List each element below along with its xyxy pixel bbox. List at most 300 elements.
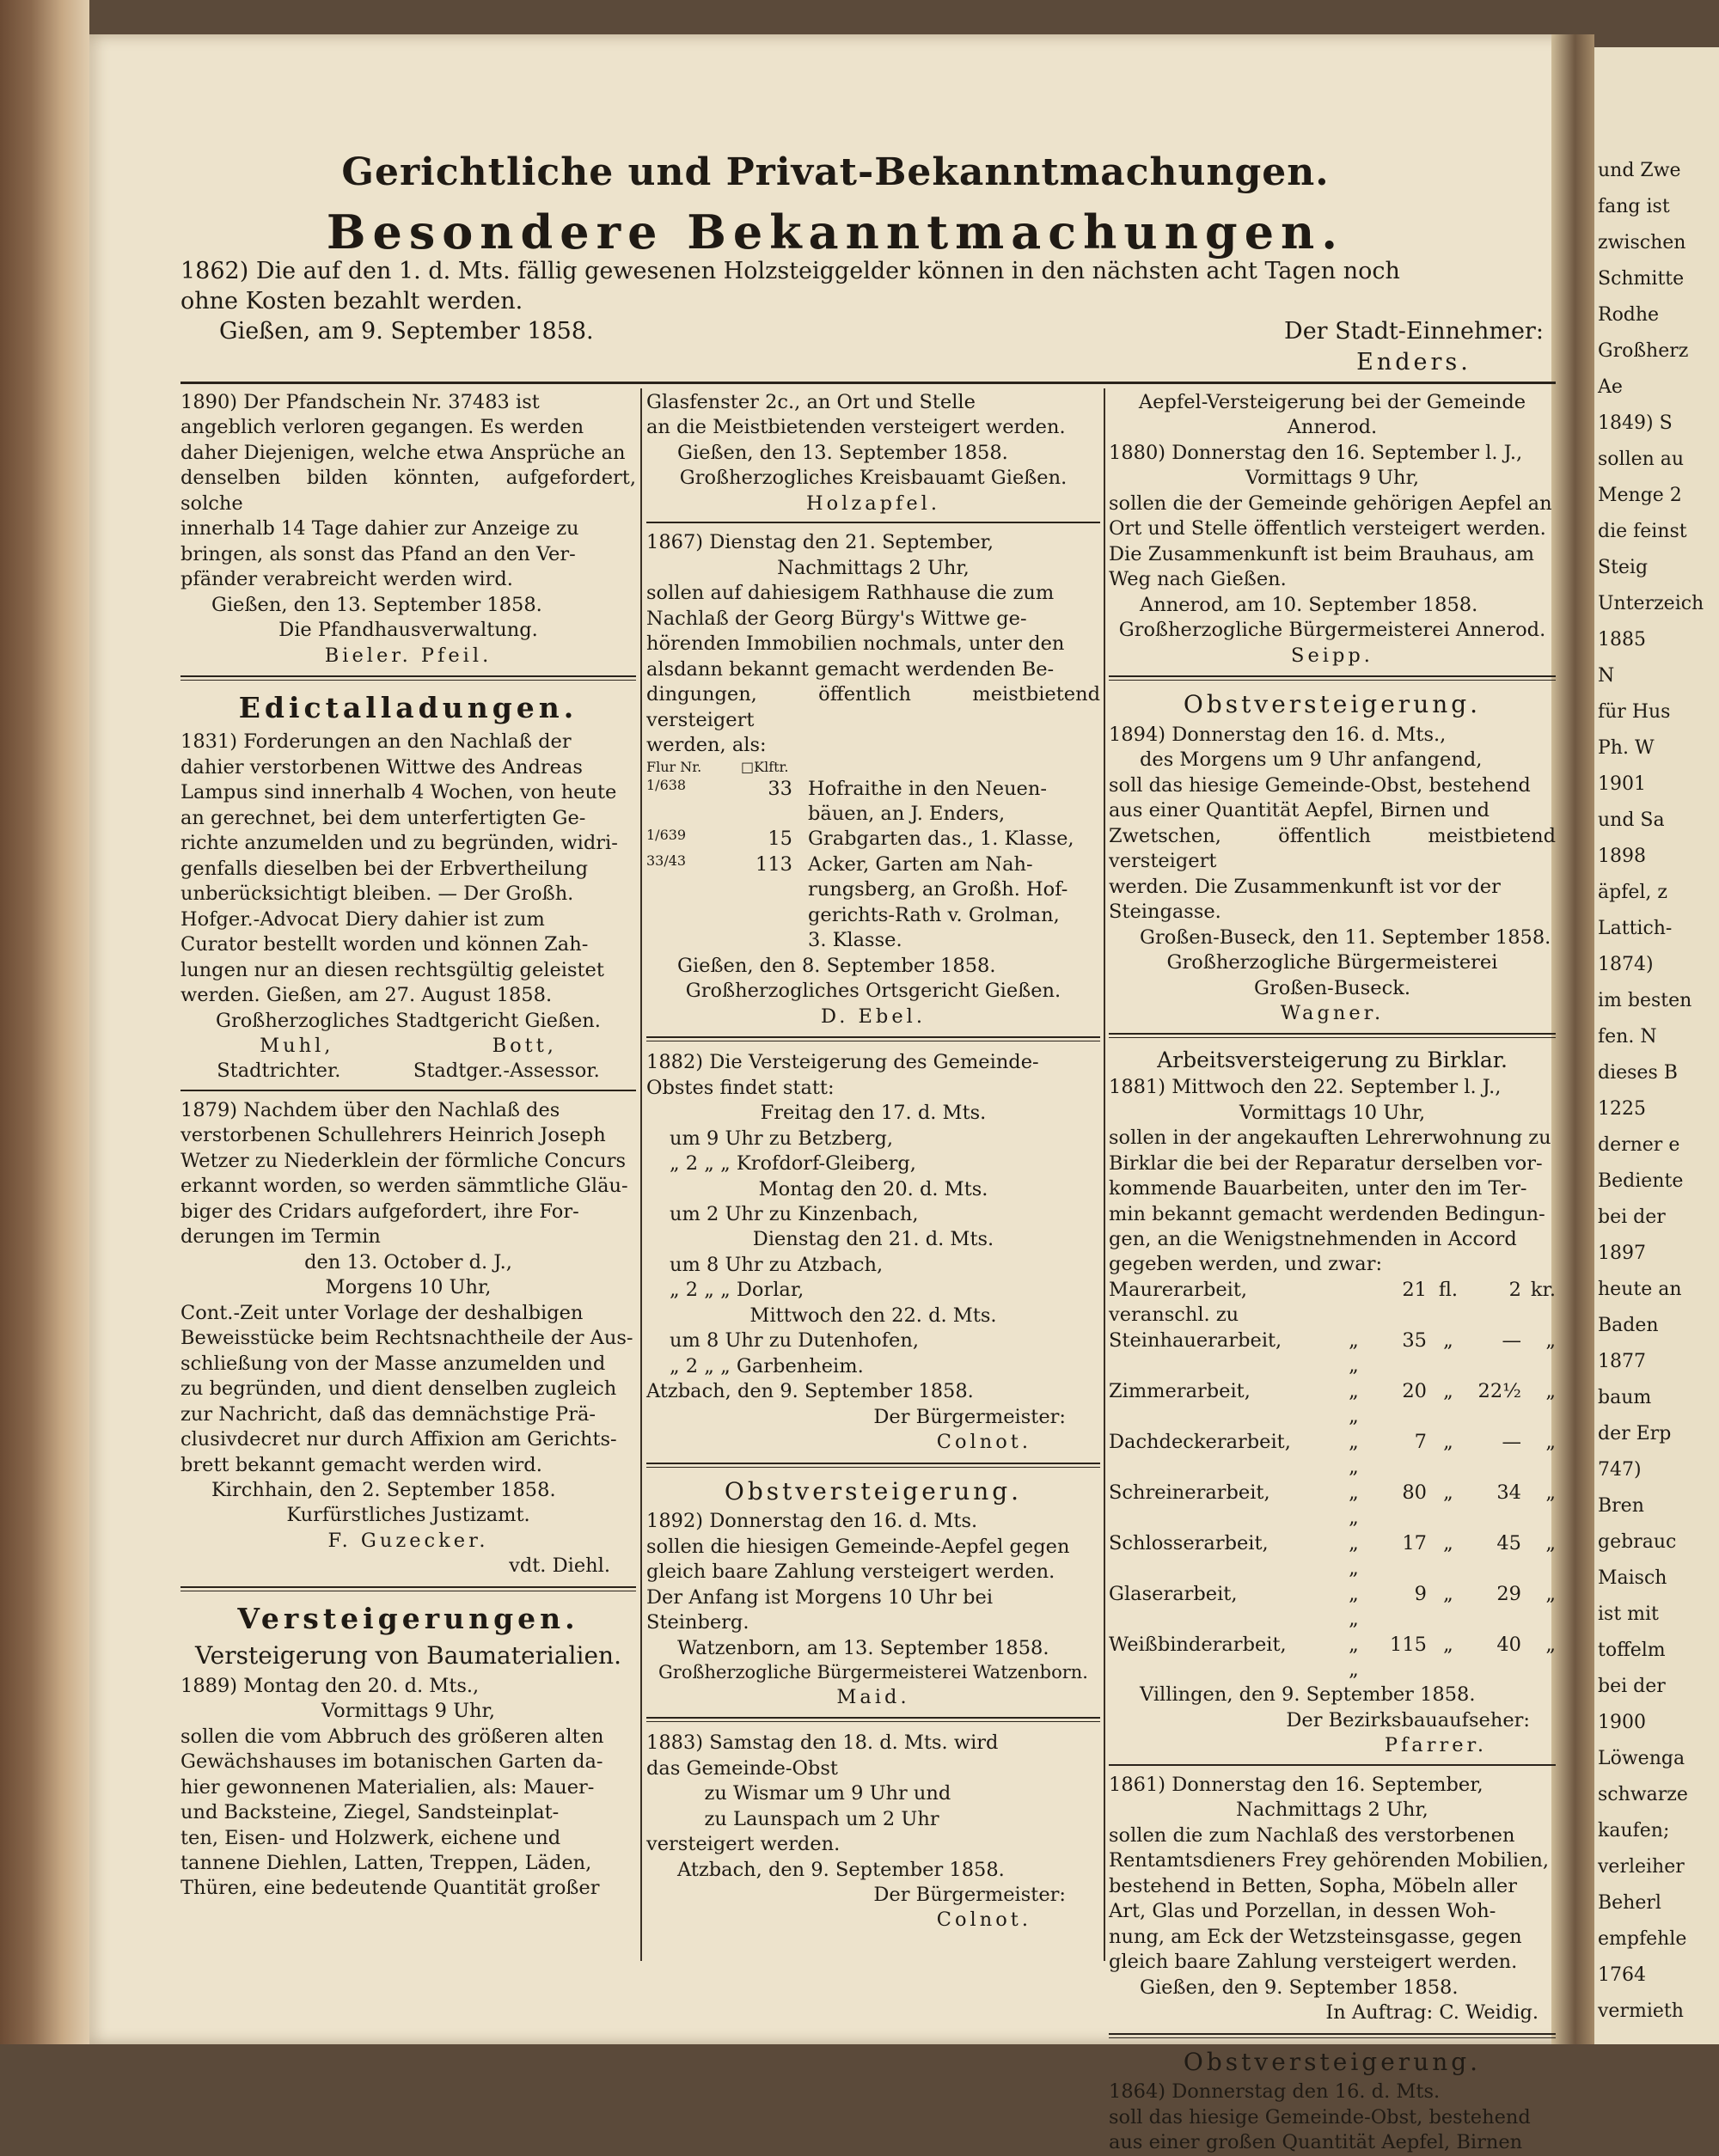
ad-signature: In Auftrag: C. Weidig. [1325, 2001, 1539, 2025]
text-line: verstorbenen Schullehrers Heinrich Joseph [180, 1124, 606, 1147]
text-line: 1879) Nachdem über den Nachlaß des [180, 1098, 560, 1121]
heading-annerod: Aepfel-Versteigerung bei der Gemeinde [1138, 391, 1526, 413]
ad-rule [180, 1090, 636, 1091]
work-type: Steinhauerarbeit, [1109, 1328, 1282, 1352]
ad-line: Nachmittags 2 Uhr, [1236, 1799, 1428, 1822]
kreuzer-amount: 34 [1496, 1481, 1521, 1504]
ad-text [1109, 1823, 1556, 1976]
ad-1867 [646, 530, 1100, 1029]
next-page-text: 1764 [1598, 1964, 1646, 1986]
next-page-text: verleiher [1598, 1856, 1685, 1878]
text-line: Thüren, eine bedeutende Quantität großer [180, 1877, 600, 1900]
text-line: soll das hiesige Gemeinde-Obst, bestehend [1109, 773, 1531, 797]
next-page-text: toffelm [1598, 1640, 1666, 1661]
next-page-text: ist mit [1598, 1603, 1659, 1625]
next-page-text: Baden [1598, 1315, 1659, 1336]
next-page-text: Rodhe [1598, 304, 1660, 326]
table-row [646, 802, 1100, 827]
kreuzer-unit: „ [1545, 1531, 1556, 1554]
ad-signature: Großherzogliche Bürgermeisterei Annerod. [1118, 619, 1546, 642]
ad-1881 [1109, 1075, 1556, 1759]
parcel-size [741, 802, 808, 827]
cost-row [1109, 1481, 1556, 1531]
text-line: Cont.-Zeit unter Vorlage der deshalbigen [180, 1301, 584, 1324]
ad-rule [646, 522, 1100, 523]
ad-text [1109, 2080, 1556, 2155]
ad-line: 1889) Montag den 20. d. Mts., [180, 1674, 480, 1697]
parcel-description: Grabgarten das., 1. Klasse, [808, 828, 1074, 851]
table-row [646, 928, 1100, 953]
text-line: zu begründen, und dient denselben zugleich [180, 1377, 617, 1401]
ad-signature: Großherzogliches Kreisbauamt Gießen. [679, 467, 1067, 490]
ad-date: Gießen, den 13. September 1858. [211, 593, 542, 616]
kreuzer-unit: kr. [1530, 1278, 1556, 1301]
text-line: lungen nur an diesen rechtsgültig geleistet [180, 958, 604, 981]
ad-date: Watzenborn, am 13. September 1858. [677, 1636, 1049, 1659]
ditto-mark: „ „ [1349, 1430, 1359, 1479]
ad-rule [646, 1717, 1100, 1722]
ad-text [646, 1731, 1100, 1781]
next-page-text: Unterzeich [1598, 593, 1704, 614]
gulden-amount: 35 [1402, 1328, 1427, 1352]
parcel-size: 15 [768, 828, 792, 851]
ad-line: 1882) Die Versteigerung des Gemeinde- [646, 1051, 1039, 1074]
ad-1831 [180, 730, 636, 1084]
parcel-description: Acker, Garten am Nah- [808, 852, 1033, 876]
next-page-text: sollen au [1598, 449, 1685, 470]
next-page-text: 1849) S [1598, 412, 1673, 434]
text-line: gleich baare Zahlung versteigert werden. [1109, 1951, 1518, 1974]
ditto-mark: „ „ [1349, 1531, 1359, 1580]
text-line: 1831) Forderungen an den Nachlaß der [180, 730, 572, 754]
gulden-unit: „ [1443, 1430, 1453, 1453]
parcel-description: Hofraithe in den Neuen- [808, 777, 1047, 800]
text-line: werden, als: [646, 734, 767, 757]
text-line: tannene Diehlen, Latten, Treppen, Läden, [180, 1852, 592, 1875]
gulden-unit: fl. [1438, 1278, 1459, 1301]
text-line: Wetzer zu Niederklein der förmliche Concurs [180, 1149, 627, 1172]
text-line: Zwetschen, öffentlich meistbietend versteigert [1109, 824, 1556, 873]
text-line: genfalls dieselben bei der Erbvertheilung [180, 857, 589, 880]
text-line: an gerechnet, bei dem unterfertigten Ge- [180, 806, 586, 829]
ditto-mark: „ „ [1349, 1633, 1359, 1681]
heading-baumaterialien: Versteigerung von Baumaterialien. [195, 1641, 621, 1670]
cost-row [1109, 1633, 1556, 1683]
next-page-text: baum [1598, 1387, 1652, 1408]
notice-date: Gießen, am 9. September 1858. [219, 318, 594, 345]
section-rule [180, 1586, 636, 1591]
cost-row [1109, 1430, 1556, 1481]
text-line: gleich baare Zahlung versteigert werden. [646, 1561, 1055, 1584]
ad-1880 [1109, 441, 1556, 669]
cost-row [1109, 1328, 1556, 1379]
text-line: Weg nach Gießen. [1109, 568, 1287, 591]
text-line: nung, am Eck der Wetzsteinsgasse, gegen [1109, 1925, 1522, 1948]
text-line: Glasfenster 2c., an Ort und Stelle [646, 391, 976, 413]
gulden-amount: 20 [1402, 1379, 1427, 1402]
text-line: denselben bilden könnten, aufgefordert, solche [180, 467, 636, 515]
ad-signature: Seipp. [1291, 644, 1373, 667]
ad-date: Annerod, am 10. September 1858. [1140, 593, 1478, 616]
ad-signature: Holzapfel. [805, 492, 941, 515]
parcel-number [646, 928, 741, 953]
ad-time-line: Morgens 10 Uhr, [325, 1276, 492, 1299]
gulden-unit: „ [1443, 1481, 1453, 1504]
ad-signature: Bott, [492, 1035, 557, 1057]
kreuzer-unit: „ [1545, 1582, 1556, 1605]
work-type: Zimmerarbeit, [1109, 1379, 1251, 1402]
ad-line: Vormittags 10 Uhr, [1239, 1101, 1426, 1124]
notice-1862 [180, 256, 1556, 376]
text-line: clusivdecret nur durch Affixion am Gerichts- [180, 1428, 617, 1451]
ad-line: zu Launspach um 2 Uhr [704, 1807, 939, 1830]
ad-line: zu Wismar um 9 Uhr und [704, 1782, 951, 1805]
gulden-unit: „ [1443, 1531, 1453, 1554]
notice-signature-role: Der Stadt-Einnehmer: [1284, 318, 1544, 345]
text-line: angeblich verloren gegangen. Es werden [180, 416, 584, 439]
text-line: kommende Bauarbeiten, unter den im Ter- [1109, 1177, 1527, 1200]
kreuzer-amount: 45 [1496, 1531, 1521, 1554]
ad-signature: Colnot. [936, 1431, 1031, 1454]
ad-1879 [180, 1098, 636, 1579]
table-header [646, 759, 1100, 777]
parcel-size: 33 [768, 777, 792, 800]
parcel-number: 1/638 [646, 776, 687, 793]
cost-row [1109, 1531, 1556, 1582]
next-page-text: N [1598, 665, 1615, 687]
ad-line: versteigert werden. [646, 1833, 841, 1856]
ad-signature: Der Bürgermeister: [873, 1405, 1066, 1428]
ad-line: Vormittags 9 Uhr, [321, 1700, 495, 1723]
header-rule [180, 382, 1556, 384]
next-page-text: fang ist [1598, 196, 1670, 217]
table-row [646, 877, 1100, 902]
next-page-text: 1225 [1598, 1098, 1646, 1120]
ad-date: Atzbach, den 9. September 1858. [677, 1858, 1005, 1881]
text-line: sollen in der angekauften Lehrerwohnung zu [1109, 1127, 1551, 1150]
ad-rule [1109, 1033, 1556, 1038]
text-line: soll das hiesige Gemeinde-Obst, bestehend [1109, 2105, 1531, 2129]
work-type: Glaserarbeit, [1109, 1582, 1238, 1605]
parcel-number: 33/43 [646, 852, 687, 869]
next-page-text: im besten [1598, 990, 1692, 1011]
text-line: das Gemeinde-Obst [646, 1756, 838, 1780]
heading-obstversteigerung: Obstversteigerung. [724, 1476, 1023, 1506]
ad-date: Gießen, den 13. September 1858. [677, 441, 1008, 464]
next-page-text: heute an [1598, 1279, 1682, 1300]
text-line: werden. Die Zusammenkunft ist vor der [1109, 875, 1501, 898]
next-page-text: Ph. W [1598, 737, 1655, 759]
parcel-number [646, 877, 741, 902]
next-page-text: 1885 [1598, 629, 1646, 650]
text-line: schließung von der Masse anzumelden und [180, 1352, 606, 1375]
next-page-text: empfehle [1598, 1928, 1687, 1950]
next-page-text: der Erp [1598, 1423, 1672, 1444]
ad-1882 [646, 1050, 1100, 1456]
ad-text [180, 730, 636, 1008]
ad-signature-row [180, 1059, 636, 1084]
schedule-line: Mittwoch den 22. d. Mts. [749, 1304, 997, 1327]
ad-date: Großen-Buseck, den 11. September 1858. [1140, 925, 1551, 949]
ad-signature: Bieler. Pfeil. [324, 644, 492, 667]
ad-text [646, 581, 1100, 758]
ad-1889-continued [646, 390, 1100, 516]
parcel-description: rungsberg, an Großh. Hof- [808, 878, 1068, 901]
next-page-text: äpfel, z [1598, 882, 1667, 903]
next-page-text: Steig [1598, 557, 1649, 578]
text-line: Beweisstücke beim Rechtsnachtheile der Aus- [180, 1327, 633, 1350]
kreuzer-amount: 2 [1508, 1278, 1521, 1301]
text-line: alsdann bekannt gemacht werdenden Be- [646, 657, 1055, 681]
text-line: bestehend in Betten, Sopha, Möbeln aller [1109, 1874, 1517, 1897]
text-line: Nachlaß der Georg Bürgy's Wittwe ge- [646, 607, 1027, 630]
ditto-mark: „ „ [1349, 1582, 1359, 1631]
text-line: aus einer großen Quantität Aepfel, Birnen [1109, 2131, 1523, 2154]
work-type: Weißbinderarbeit, [1109, 1633, 1287, 1656]
next-page-text: Menge 2 [1598, 485, 1682, 506]
ad-signature: Großherzogliche Bürgermeisterei Watzenborn. [658, 1662, 1088, 1683]
ad-text [646, 1509, 1100, 1635]
ad-text [180, 1098, 636, 1250]
next-page-text: vermieth [1598, 2000, 1684, 2022]
ad-rule [646, 1036, 1100, 1041]
ditto-mark [1341, 1278, 1367, 1328]
text-line: Steingasse. [1109, 901, 1221, 924]
ad-1883 [646, 1731, 1100, 1933]
table-row [646, 903, 1100, 928]
ad-line: 1894) Donnerstag den 16. d. Mts., [1109, 723, 1447, 746]
book-edge [0, 0, 89, 2044]
ad-date: Gießen, den 8. September 1858. [677, 954, 996, 977]
schedule-line: „ 2 „ „ Dorlar, [670, 1279, 804, 1302]
text-line: sollen die hiesigen Gemeinde-Aepfel gegen [646, 1535, 1070, 1558]
ad-signature-row [180, 1034, 636, 1059]
next-page-text: kaufen; [1598, 1820, 1670, 1841]
next-page-text: Bediente [1598, 1170, 1684, 1192]
ad-date: Gießen, den 9. September 1858. [1140, 1976, 1459, 1999]
ditto-mark: „ „ [1349, 1328, 1359, 1377]
ad-1864 [1109, 2080, 1556, 2155]
text-line: Curator bestellt worden und können Zah- [180, 933, 589, 956]
ad-date: Atzbach, den 9. September 1858. [646, 1380, 974, 1403]
next-page-text: gebrauc [1598, 1531, 1677, 1553]
text-line: 1883) Samstag den 18. d. Mts. wird [646, 1732, 999, 1755]
text-line: Ort und Stelle öffentlich versteigert werden. [1109, 517, 1546, 541]
column-1 [180, 390, 636, 1902]
text-line: innerhalb 14 Tage dahier zur Anzeige zu [180, 517, 579, 541]
next-page-text: die feinst [1598, 521, 1687, 542]
kreuzer-amount: 40 [1496, 1633, 1521, 1656]
cost-row [1109, 1379, 1556, 1430]
schedule-line: um 8 Uhr zu Atzbach, [670, 1253, 884, 1276]
text-line: sollen die vom Abbruch des größeren alten [180, 1725, 604, 1748]
text-line: bringen, als sonst das Pfand an den Ver- [180, 542, 576, 565]
text-line: 1864) Donnerstag den 16. d. Mts. [1109, 2080, 1441, 2104]
ad-line: Vormittags 9 Uhr, [1245, 467, 1419, 490]
parcel-size: 113 [756, 852, 792, 876]
parcel-number [646, 903, 741, 928]
ad-rule [646, 1463, 1100, 1468]
ad-signature: Stadtger.-Assessor. [413, 1060, 600, 1083]
parcel-size [741, 877, 808, 902]
gulden-amount: 7 [1414, 1430, 1427, 1453]
gulden-amount: 80 [1402, 1481, 1427, 1504]
ditto-mark: „ „ [1349, 1379, 1359, 1428]
cost-table [1109, 1278, 1556, 1683]
next-page-fragment [1594, 47, 1719, 2044]
heading-arbeitsversteigerung: Arbeitsversteigerung zu Birklar. [1157, 1047, 1508, 1073]
parcel-number: 1/639 [646, 827, 687, 844]
gulden-unit: „ [1443, 1379, 1453, 1402]
ad-signature: Colnot. [936, 1909, 1031, 1932]
gulden-amount: 17 [1402, 1531, 1427, 1554]
next-page-text: 1877 [1598, 1351, 1646, 1372]
text-line: Der Anfang ist Morgens 10 Uhr bei [646, 1585, 994, 1609]
text-line: brett bekannt gemacht werden wird. [180, 1453, 542, 1476]
kreuzer-unit: „ [1545, 1633, 1556, 1656]
heading-obstversteigerung: Obstversteigerung. [1183, 2047, 1482, 2076]
ad-text [180, 390, 636, 593]
cost-row [1109, 1278, 1556, 1328]
gulden-amount: 115 [1390, 1633, 1427, 1656]
text-line: richte anzumelden und zu begründen, widri- [180, 832, 618, 855]
next-page-text: 1901 [1598, 773, 1646, 795]
schedule-line: „ 2 „ „ Krofdorf-Gleiberg, [670, 1152, 916, 1176]
text-line: Rentamtsdieners Frey gehörenden Mobilien, [1109, 1849, 1550, 1872]
ad-text [646, 390, 1100, 441]
table-row [646, 852, 1100, 877]
text-line: dahier verstorbenen Wittwe des Andreas [180, 755, 583, 779]
next-page-text: bei der [1598, 1676, 1666, 1697]
ad-signature: Der Bezirksbauaufseher: [1286, 1708, 1530, 1732]
heading-annerod: Annerod. [1287, 416, 1378, 439]
next-page-text: 1897 [1598, 1243, 1646, 1264]
ad-1890 [180, 390, 636, 669]
gulden-amount: 9 [1414, 1582, 1427, 1605]
text-line: zur Nachricht, daß das demnächstige Prä- [180, 1402, 596, 1426]
text-line: sollen die der Gemeinde gehörigen Aepfel an [1109, 492, 1552, 515]
column-divider [1104, 388, 1105, 1961]
text-line: dingungen, öffentlich meistbietend versteigert [646, 683, 1100, 731]
ad-signature: Großherzogliche Bürgermeisterei [1166, 951, 1498, 974]
gulden-unit: „ [1443, 1582, 1453, 1605]
ad-line: 1880) Donnerstag den 16. September l. J., [1109, 441, 1523, 464]
text-line: Die Zusammenkunft ist beim Brauhaus, am [1109, 542, 1534, 565]
kreuzer-amount: 22½ [1477, 1379, 1521, 1402]
notice-line: ohne Kosten bezahlt werden. [180, 288, 523, 315]
schedule-line: um 9 Uhr zu Betzberg, [670, 1127, 894, 1150]
next-page-text: Lattich- [1598, 918, 1673, 939]
ad-line: Obstes findet statt: [646, 1076, 835, 1099]
text-line: werden. Gießen, am 27. August 1858. [180, 984, 553, 1007]
text-line: hörenden Immobilien nochmals, unter den [646, 632, 1065, 656]
ad-date: Villingen, den 9. September 1858. [1140, 1683, 1476, 1707]
ad-rule [1109, 2033, 1556, 2038]
schedule-line: Montag den 20. d. Mts. [758, 1177, 988, 1200]
ad-date: Kirchhain, den 2. September 1858. [211, 1478, 556, 1501]
next-page-text: Schmitte [1598, 268, 1685, 290]
ad-text [1109, 773, 1556, 925]
column-3 [1109, 390, 1556, 2156]
table-row [646, 777, 1100, 802]
text-line: ten, Eisen- und Holzwerk, eichene und [180, 1826, 561, 1849]
text-line: Art, Glas und Porzellan, in dessen Woh- [1109, 1900, 1496, 1923]
ad-line: Nachmittags 2 Uhr, [777, 556, 970, 579]
parcel-size [741, 903, 808, 928]
text-line: erkannt worden, so werden sämmtliche Gläu- [180, 1175, 628, 1198]
text-line: Birklar die bei der Reparatur derselben vor- [1109, 1151, 1543, 1175]
text-line: derungen im Termin [180, 1225, 381, 1249]
schedule-line: Dienstag den 21. d. Mts. [752, 1228, 994, 1251]
text-line: sollen auf dahiesigem Rathhause die zum [646, 582, 1055, 605]
parcel-description: bäuen, an J. Enders, [808, 802, 1006, 825]
ad-signature: D. Ebel. [820, 1005, 927, 1028]
work-type: Schlosserarbeit, [1109, 1531, 1269, 1554]
next-page-text: Löwenga [1598, 1748, 1685, 1769]
kreuzer-unit: „ [1545, 1379, 1556, 1402]
ad-signature: Maid. [836, 1685, 910, 1708]
gulden-unit: „ [1443, 1328, 1453, 1352]
text-line: gegeben werden, und zwar: [1109, 1253, 1383, 1276]
ad-1894 [1109, 723, 1556, 1027]
ad-signature: Pfarrer. [1384, 1734, 1487, 1757]
text-line: biger des Cridars aufgefordert, ihre For- [180, 1200, 579, 1223]
ad-1892 [646, 1509, 1100, 1710]
schedule-line: „ 2 „ „ Garbenheim. [670, 1354, 864, 1377]
schedule-line: um 8 Uhr zu Dutenhofen, [670, 1329, 920, 1353]
ad-signature: vdt. Diehl. [509, 1554, 610, 1578]
work-type: Dachdeckerarbeit, [1109, 1430, 1291, 1453]
gulden-unit: „ [1443, 1633, 1453, 1656]
next-page-text: 1898 [1598, 846, 1646, 867]
kreuzer-unit: „ [1545, 1328, 1556, 1352]
ad-signature: Muhl, [260, 1035, 334, 1057]
text-line: Gewächshauses im botanischen Garten da- [180, 1750, 603, 1774]
next-page-text: Ae [1598, 376, 1623, 398]
next-page-text: 1874) [1598, 954, 1654, 975]
section-rule [180, 675, 636, 681]
next-page-text: zwischen [1598, 232, 1686, 253]
text-line: und Backsteine, Ziegel, Sandsteinplat- [180, 1801, 560, 1824]
parcel-description: 3. Klasse. [808, 929, 902, 952]
parcel-size [741, 928, 808, 953]
kreuzer-amount: 29 [1496, 1582, 1521, 1605]
kreuzer-amount: — [1502, 1430, 1521, 1453]
ad-text [1109, 1126, 1556, 1278]
table-row [646, 827, 1100, 852]
work-type: Schreinerarbeit, [1109, 1481, 1270, 1504]
heading-edictalladungen: Edictalladungen. [238, 691, 578, 725]
notice-signature-name: Enders. [1356, 349, 1471, 376]
ad-signature: F. Guzecker. [327, 1529, 489, 1552]
schedule [646, 1101, 1100, 1379]
parcel-number [646, 802, 741, 827]
book-gutter [1551, 34, 1594, 2044]
table-header-cell: Flur Nr. [646, 758, 702, 775]
text-line: 1892) Donnerstag den 16. d. Mts. [646, 1510, 978, 1533]
ad-text [180, 1301, 636, 1478]
ad-line: des Morgens um 9 Uhr anfangend, [1140, 748, 1483, 772]
next-page-text: Großherz [1598, 340, 1689, 362]
ad-rule [1109, 675, 1556, 681]
column-divider [640, 388, 642, 1961]
next-page-text: derner e [1598, 1134, 1680, 1156]
ad-signature: Kurfürstliches Justizamt. [286, 1504, 530, 1527]
text-line: hier gewonnenen Materialien, als: Mauer- [180, 1775, 595, 1799]
schedule-line: Freitag den 17. d. Mts. [760, 1102, 987, 1125]
text-line: Steinberg. [646, 1611, 749, 1634]
ad-1861 [1109, 1773, 1556, 2026]
